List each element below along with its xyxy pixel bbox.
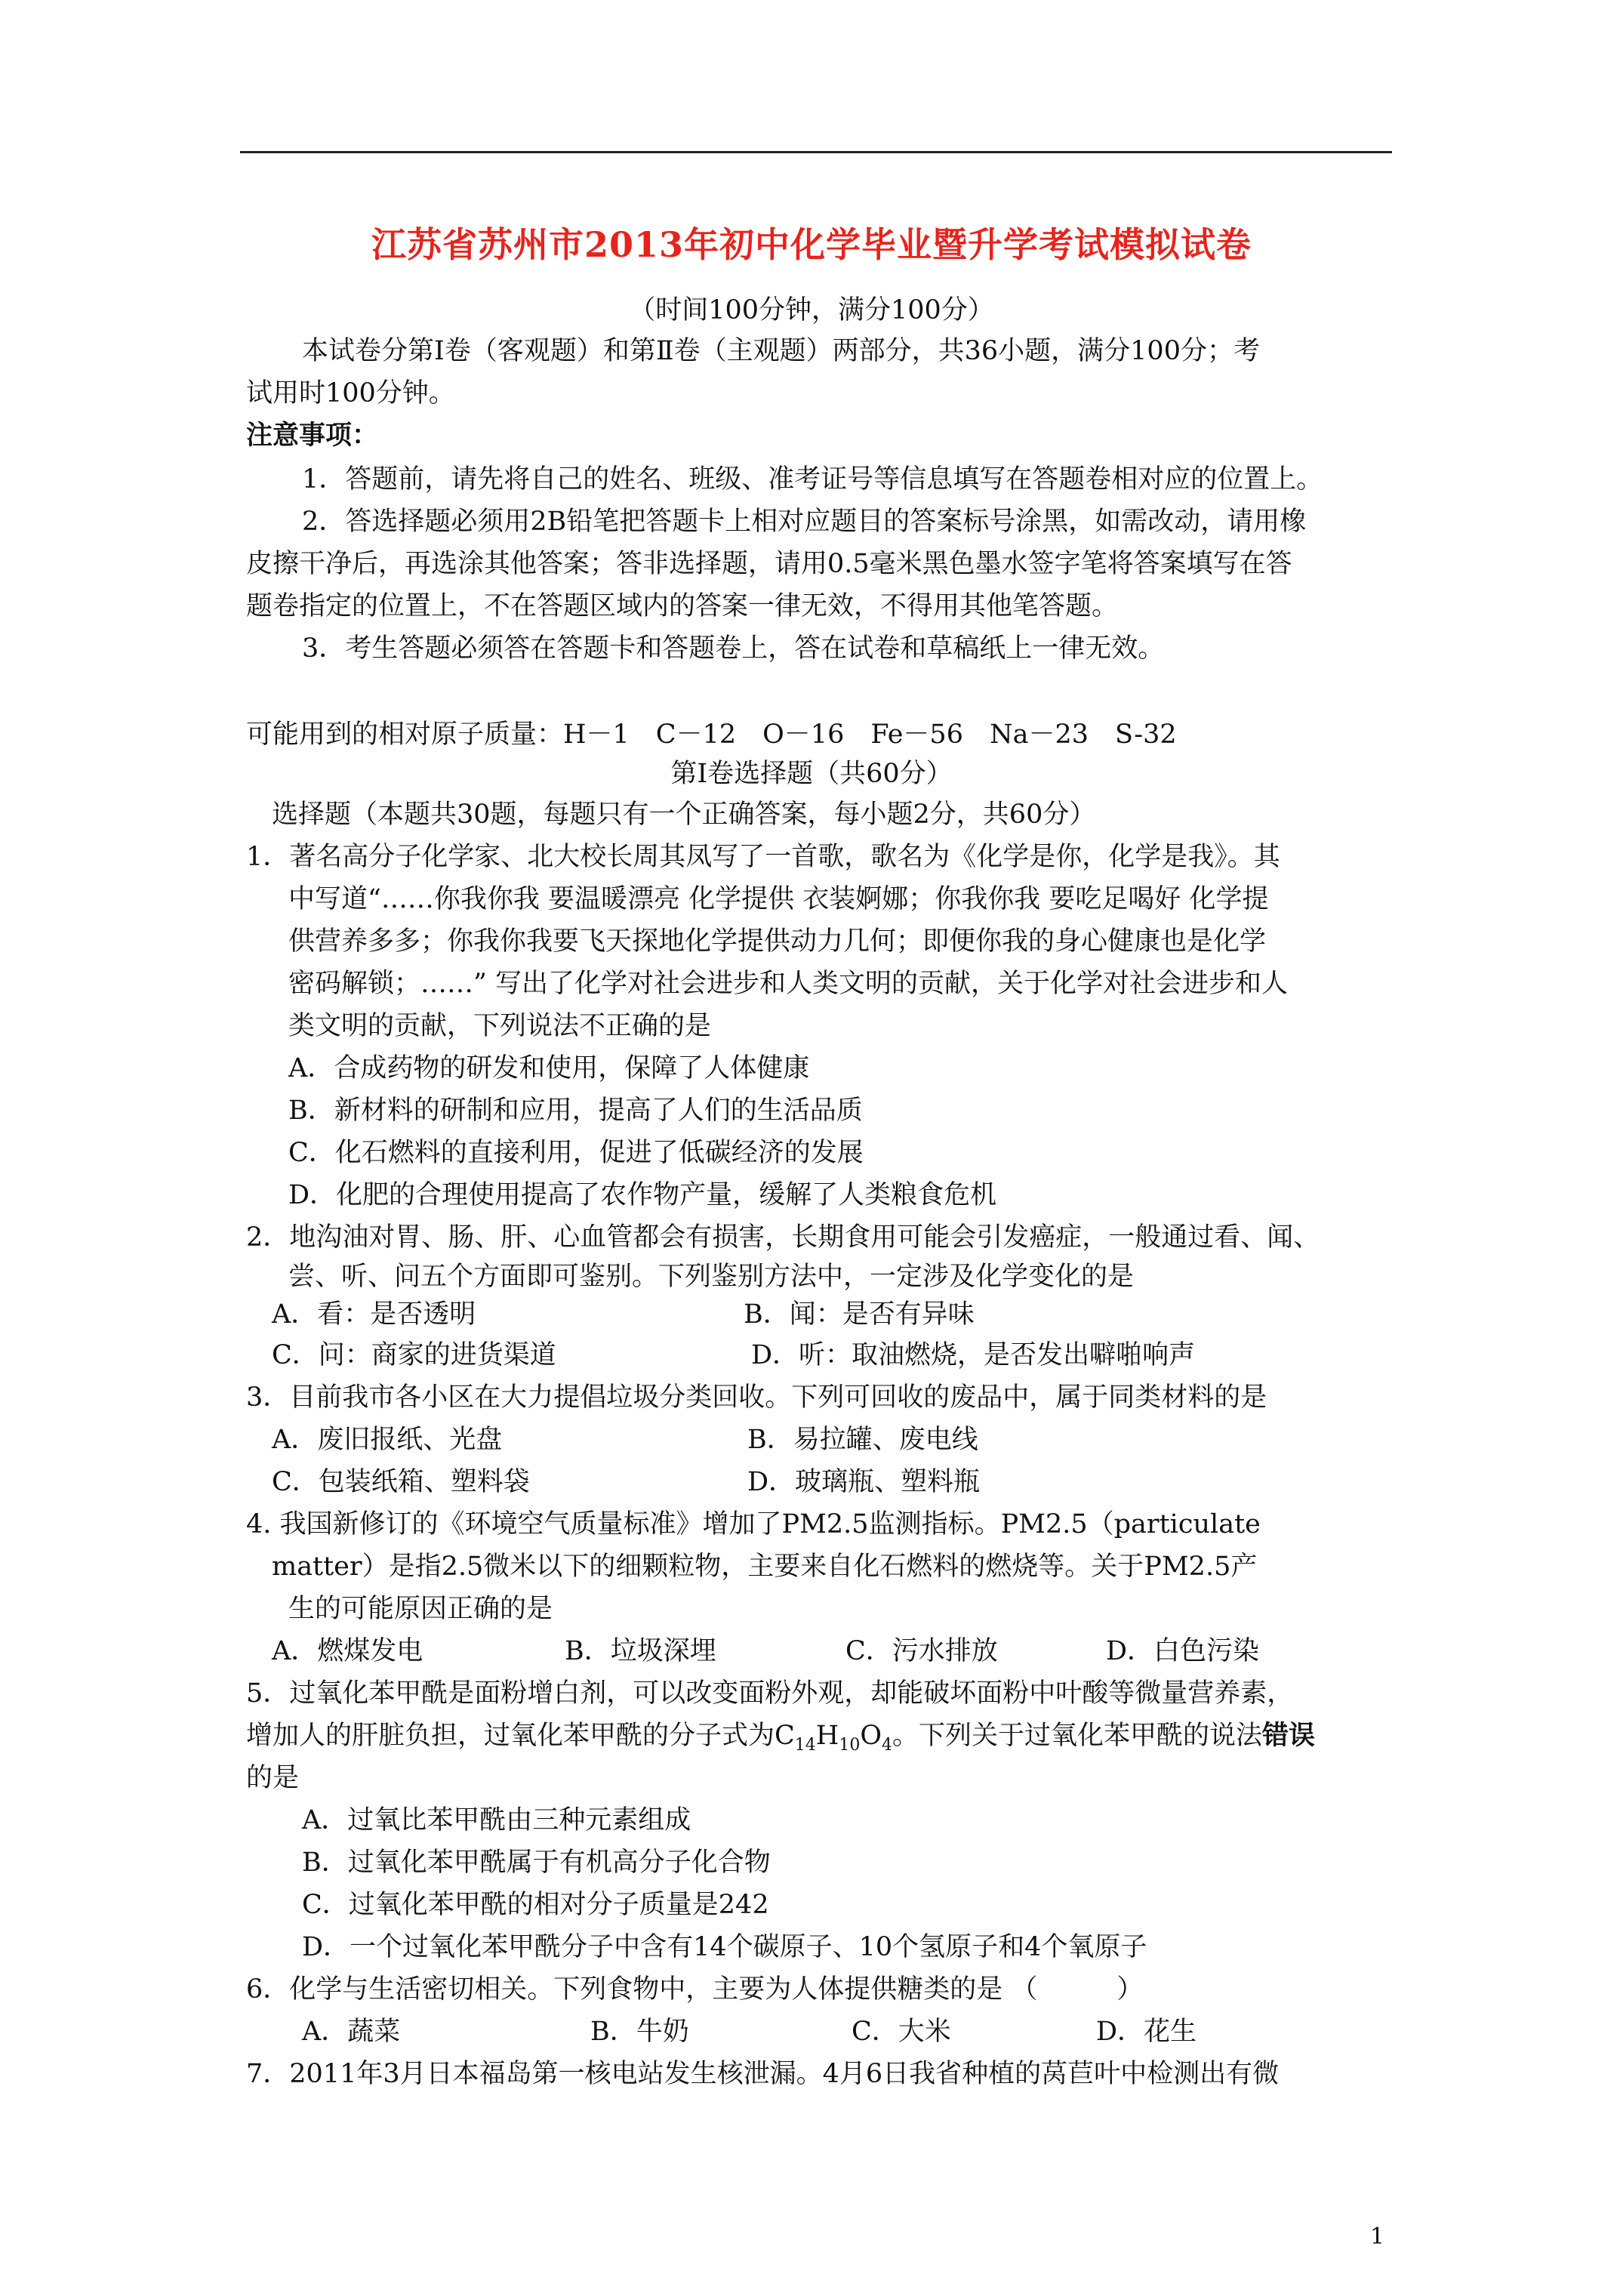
note-item: 题卷指定的位置上，不在答题区域内的答案一律无效，不得用其他笔答题。 [246,591,1119,621]
question-6-line: 6．化学与生活密切相关。下列食物中，主要为人体提供糖类的是 （ ） [246,1974,1144,2005]
intro-line-1: 本试卷分第Ⅰ卷（客观题）和第Ⅱ卷（主观题）两部分，共36小题，满分100分；考 [302,336,1260,366]
section-heading: 第Ⅰ卷选择题（共60分） [670,759,953,789]
formula-suffix: 。下列关于过氧化苯甲酰的说法 [892,1721,1263,1751]
question-4-option: B．垃圾深埋 [565,1636,716,1666]
question-5-line: 的是 [246,1763,300,1793]
question-4-line: matter）是指2.5微米以下的细颗粒物，主要来自化石燃料的燃烧等。关于PM2.5产 [272,1552,1258,1582]
question-4-option: D．白色污染 [1106,1636,1260,1666]
question-1-option: C．化石燃料的直接利用，促进了低碳经济的发展 [288,1138,864,1168]
question-6-option: A．蔬菜 [302,2017,401,2047]
question-1-option: A．合成药物的研发和使用，保障了人体健康 [288,1053,810,1083]
question-1-line: 类文明的贡献，下列说法不正确的是 [288,1011,712,1041]
intro-line-2: 试用时100分钟。 [246,378,455,408]
question-3-line: 3．目前我市各小区在大力提倡垃圾分类回收。下列可回收的废品中，属于同类材料的是 [246,1382,1267,1413]
question-1-option: B．新材料的研制和应用，提高了人们的生活品质 [288,1096,863,1126]
question-7-line: 7．2011年3月日本福岛第一核电站发生核泄漏。4月6日我省种植的莴苣叶中检测出有微 [246,2059,1280,2089]
formula-element: H [815,1721,839,1751]
question-6-option: D．花生 [1096,2017,1197,2047]
formula-prefix: 增加人的肝脏负担，过氧化苯甲酰的分子式为C [246,1721,795,1751]
question-3-option: C．包装纸箱、塑料袋 [272,1467,530,1497]
note-item: 3．考生答题必须答在答题卡和答题卷上，答在试卷和草稿纸上一律无效。 [302,633,1165,664]
question-2-line: 2．地沟油对胃、肠、肝、心血管都会有损害，长期食用可能会引发癌症，一般通过看、闻、 [246,1222,1320,1253]
question-2-option: C．问：商家的进货渠道 [272,1340,556,1370]
section-instruction: 选择题（本题共30题，每题只有一个正确答案，每小题2分，共60分） [272,800,1096,830]
subscript: 4 [882,1736,893,1755]
question-1-line: 密码解锁；……” 写出了化学对社会进步和人类文明的贡献，关于化学对社会进步和人 [288,969,1289,999]
atomic-masses: 可能用到的相对原子质量：H－1 C－12 O－16 Fe－56 Na－23 S-32 [246,720,1177,750]
header-rule [240,151,1392,153]
question-3-option: D．玻璃瓶、塑料瓶 [747,1467,981,1497]
question-4-line: 生的可能原因正确的是 [288,1594,553,1624]
question-6-option: B．牛奶 [590,2017,689,2047]
question-3-option: A．废旧报纸、光盘 [272,1425,503,1455]
note-item: 皮擦干净后，再选涂其他答案；答非选择题，请用0.5毫米黑色墨水签字笔将答案填写在答 [246,549,1292,579]
question-2-option: B．闻：是否有异味 [744,1299,975,1330]
formula-element: O [860,1721,882,1751]
question-5-option: B．过氧化苯甲酰属于有机高分子化合物 [302,1848,771,1878]
question-5-formula-line [246,1718,1315,1763]
emphasis-text: 错误 [1262,1720,1316,1751]
page-title: 江苏省苏州市2013年初中化学毕业暨升学考试模拟试卷 [371,224,1252,265]
question-4-option: A．燃煤发电 [272,1636,423,1666]
question-1-line: 1．著名高分子化学家、北大校长周其凤写了一首歌，歌名为《化学是你，化学是我》。其 [246,842,1280,872]
note-item: 1．答题前，请先将自己的姓名、班级、准考证号等信息填写在答题卷相对应的位置上。 [302,464,1323,495]
exam-subtitle: （时间100分钟，满分100分） [629,295,994,325]
question-4-line: 4. 我国新修订的《环境空气质量标准》增加了PM2.5监测指标。PM2.5（particulate [246,1509,1261,1539]
question-2-line: 尝、听、问五个方面即可鉴别。下列鉴别方法中，一定涉及化学变化的是 [288,1262,1135,1292]
question-1-line: 中写道“……你我你我 要温暖漂亮 化学提供 衣装婀娜；你我你我 要吃足喝好 化学提 [288,884,1269,914]
question-5-option: C．过氧化苯甲酰的相对分子质量是242 [302,1890,769,1920]
question-2-option: D．听：取油燃烧，是否发出噼啪响声 [751,1340,1196,1370]
notes-heading: 注意事项： [246,420,379,451]
question-5-option: D．一个过氧化苯甲酰分子中含有14个碳原子、10个氢原子和4个氧原子 [302,1932,1147,1962]
page-number: 1 [1370,2224,1385,2250]
question-4-option: C．污水排放 [845,1636,998,1666]
subscript: 14 [794,1736,816,1755]
question-2-option: A．看：是否透明 [272,1299,476,1330]
question-1-line: 供营养多多；你我你我要飞天探地化学提供动力几何；即便你我的身心健康也是化学 [288,926,1267,957]
subscript: 10 [839,1736,861,1755]
question-3-option: B．易拉罐、废电线 [747,1425,978,1455]
question-6-option: C．大米 [852,2017,951,2047]
question-1-option: D．化肥的合理使用提高了农作物产量，缓解了人类粮食危机 [288,1180,997,1210]
question-5-option: A．过氧比苯甲酰由三种元素组成 [302,1805,691,1835]
question-5-line: 5．过氧化苯甲酰是面粉增白剂，可以改变面粉外观，却能破坏面粉中叶酸等微量营养素， [246,1678,1294,1709]
note-item: 2．答选择题必须用2B铅笔把答题卡上相对应题目的答案标号涂黑，如需改动，请用橡 [302,507,1307,537]
